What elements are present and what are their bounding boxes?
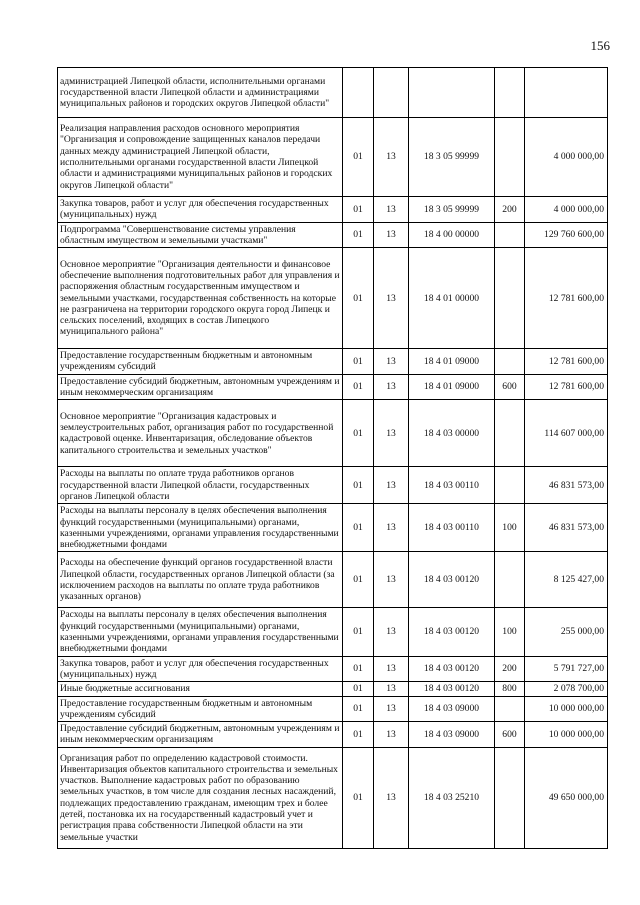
table-row [58, 552, 608, 608]
cell-amount: 12 781 600,00 [525, 349, 608, 375]
cell-target-article: 18 4 03 00120 [409, 656, 495, 682]
cell-amount: 12 781 600,00 [525, 374, 608, 400]
cell-target-article: 18 4 01 00000 [409, 248, 495, 349]
table-row [58, 608, 608, 656]
cell-expense-type [495, 400, 525, 467]
cell-target-article: 18 4 00 00000 [409, 222, 495, 248]
cell-amount: 4 000 000,00 [525, 118, 608, 197]
cell-amount: 46 831 573,00 [525, 504, 608, 552]
budget-table [57, 67, 608, 849]
cell-subsection: 13 [374, 504, 409, 552]
cell-amount: 255 000,00 [525, 608, 608, 656]
cell-amount: 129 760 600,00 [525, 222, 608, 248]
cell-description: Основное мероприятие "Организация кадастровых и землеустроительных работ, организация работ по государственной кадастровой оценке. Инвентаризация, обследование объектов капитального строительства и земельных участков" [58, 400, 343, 467]
cell-section: 01 [343, 467, 374, 504]
cell-section: 01 [343, 656, 374, 682]
cell-amount: 49 650 000,00 [525, 747, 608, 848]
cell-subsection: 13 [374, 118, 409, 197]
cell-target-article: 18 4 03 00120 [409, 682, 495, 696]
table-row [58, 248, 608, 349]
cell-target-article: 18 4 03 00110 [409, 467, 495, 504]
cell-description: Закупка товаров, работ и услуг для обеспечения государственных (муниципальных) нужд [58, 656, 343, 682]
cell-subsection: 13 [374, 608, 409, 656]
cell-expense-type [495, 747, 525, 848]
cell-subsection: 13 [374, 248, 409, 349]
cell-subsection: 13 [374, 400, 409, 467]
cell-description: Расходы на обеспечение функций органов государственной власти Липецкой области, государственных органов Липецкой области (за исключением расходов на выплаты по оплате труда работников указанных органов) [58, 552, 343, 608]
cell-target-article: 18 3 05 99999 [409, 197, 495, 223]
cell-expense-type [495, 467, 525, 504]
cell-amount: 46 831 573,00 [525, 467, 608, 504]
cell-target-article: 18 4 03 00110 [409, 504, 495, 552]
table-row [58, 747, 608, 848]
cell-target-article [409, 68, 495, 118]
cell-target-article: 18 4 03 25210 [409, 747, 495, 848]
table-row [58, 349, 608, 375]
cell-expense-type [495, 349, 525, 375]
cell-expense-type: 200 [495, 656, 525, 682]
cell-amount: 2 078 700,00 [525, 682, 608, 696]
cell-target-article: 18 3 05 99999 [409, 118, 495, 197]
cell-expense-type: 600 [495, 374, 525, 400]
cell-description: Предоставление субсидий бюджетным, автономным учреждениям и иным некоммерческим организациям [58, 722, 343, 748]
cell-description: Закупка товаров, работ и услуг для обеспечения государственных (муниципальных) нужд [58, 197, 343, 223]
cell-expense-type [495, 118, 525, 197]
cell-description: Организация работ по определению кадастровой стоимости. Инвентаризация объектов капитального строительства и земельных участков. Выполнение кадастровых работ по образованию земельных участков, в том числе для создания лесных насаждений, подлежащих предоставлению гражданам, имеющим трех и более детей, постановка их на государственный кадастровый учет и регистрация права собственности Липецкой области на эти земельные участки [58, 747, 343, 848]
cell-description: администрацией Липецкой области, исполнительными органами государственной власти Липецкой области и администрациями муниципальных районов и городских округов Липецкой области" [58, 68, 343, 118]
cell-section: 01 [343, 374, 374, 400]
cell-amount: 4 000 000,00 [525, 197, 608, 223]
cell-section: 01 [343, 722, 374, 748]
table-row [58, 118, 608, 197]
cell-description: Расходы на выплаты по оплате труда работников органов государственной власти Липецкой области, государственных органов Липецкой области [58, 467, 343, 504]
cell-subsection: 13 [374, 467, 409, 504]
cell-section: 01 [343, 504, 374, 552]
cell-target-article: 18 4 03 00120 [409, 552, 495, 608]
cell-section: 01 [343, 682, 374, 696]
cell-amount [525, 68, 608, 118]
cell-expense-type: 100 [495, 608, 525, 656]
cell-section: 01 [343, 222, 374, 248]
cell-subsection: 13 [374, 656, 409, 682]
cell-target-article: 18 4 01 09000 [409, 349, 495, 375]
table-row [58, 722, 608, 748]
cell-target-article: 18 4 01 09000 [409, 374, 495, 400]
cell-subsection: 13 [374, 197, 409, 223]
cell-amount: 10 000 000,00 [525, 722, 608, 748]
table-row [58, 467, 608, 504]
cell-description: Предоставление субсидий бюджетным, автономным учреждениям и иным некоммерческим организациям [58, 374, 343, 400]
cell-expense-type: 200 [495, 197, 525, 223]
table-row [58, 222, 608, 248]
cell-section: 01 [343, 696, 374, 722]
cell-expense-type [495, 68, 525, 118]
table-row [58, 68, 608, 118]
cell-subsection: 13 [374, 222, 409, 248]
cell-expense-type [495, 222, 525, 248]
cell-description: Подпрограмма "Совершенствование системы управления областным имуществом и земельными участками" [58, 222, 343, 248]
cell-subsection: 13 [374, 374, 409, 400]
cell-subsection [374, 68, 409, 118]
cell-description: Расходы на выплаты персоналу в целях обеспечения выполнения функций государственными (муниципальными) органами, казенными учреждениями, органами управления государственными внебюджетными фондами [58, 608, 343, 656]
page-number: 156 [590, 38, 610, 53]
cell-section: 01 [343, 118, 374, 197]
cell-section: 01 [343, 400, 374, 467]
cell-description: Предоставление государственным бюджетным и автономным учреждениям субсидий [58, 349, 343, 375]
cell-subsection: 13 [374, 696, 409, 722]
cell-description: Предоставление государственным бюджетным и автономным учреждениям субсидий [58, 696, 343, 722]
cell-target-article: 18 4 03 00120 [409, 608, 495, 656]
cell-subsection: 13 [374, 349, 409, 375]
table-row [58, 696, 608, 722]
cell-expense-type [495, 248, 525, 349]
cell-expense-type: 100 [495, 504, 525, 552]
table-row [58, 504, 608, 552]
table-row [58, 682, 608, 696]
cell-subsection: 13 [374, 747, 409, 848]
cell-expense-type [495, 552, 525, 608]
cell-subsection: 13 [374, 552, 409, 608]
table-row [58, 197, 608, 223]
cell-expense-type: 600 [495, 722, 525, 748]
cell-description: Иные бюджетные ассигнования [58, 682, 343, 696]
cell-subsection: 13 [374, 722, 409, 748]
cell-expense-type [495, 696, 525, 722]
cell-amount: 8 125 427,00 [525, 552, 608, 608]
cell-section: 01 [343, 747, 374, 848]
cell-description: Расходы на выплаты персоналу в целях обеспечения выполнения функций государственными (муниципальными) органами, казенными учреждениями, органами управления государственными внебюджетными фондами [58, 504, 343, 552]
cell-section: 01 [343, 197, 374, 223]
cell-description: Основное мероприятие "Организация деятельности и финансовое обеспечение выполнения подготовительных работ для управления и распоряжения областным государственным имуществом и земельными участками, государственная собственность на которые не разграничена на территории городского округа город Липецк и сельских поселений, входящих в состав Липецкого муниципального района" [58, 248, 343, 349]
cell-section: 01 [343, 248, 374, 349]
cell-amount: 5 791 727,00 [525, 656, 608, 682]
cell-amount: 114 607 000,00 [525, 400, 608, 467]
cell-section [343, 68, 374, 118]
cell-amount: 12 781 600,00 [525, 248, 608, 349]
table-row [58, 374, 608, 400]
table-row [58, 656, 608, 682]
cell-section: 01 [343, 349, 374, 375]
budget-table-body [58, 68, 608, 849]
cell-target-article: 18 4 03 09000 [409, 696, 495, 722]
table-row [58, 400, 608, 467]
cell-description: Реализация направления расходов основного мероприятия "Организация и сопровождение защищенных каналов передачи данных между администрацией Липецкой области, исполнительными органами государственной власти Липецкой области и администрациями муниципальных районов и городских округов Липецкой области" [58, 118, 343, 197]
cell-section: 01 [343, 552, 374, 608]
cell-subsection: 13 [374, 682, 409, 696]
cell-target-article: 18 4 03 00000 [409, 400, 495, 467]
cell-amount: 10 000 000,00 [525, 696, 608, 722]
cell-expense-type: 800 [495, 682, 525, 696]
cell-section: 01 [343, 608, 374, 656]
cell-target-article: 18 4 03 09000 [409, 722, 495, 748]
